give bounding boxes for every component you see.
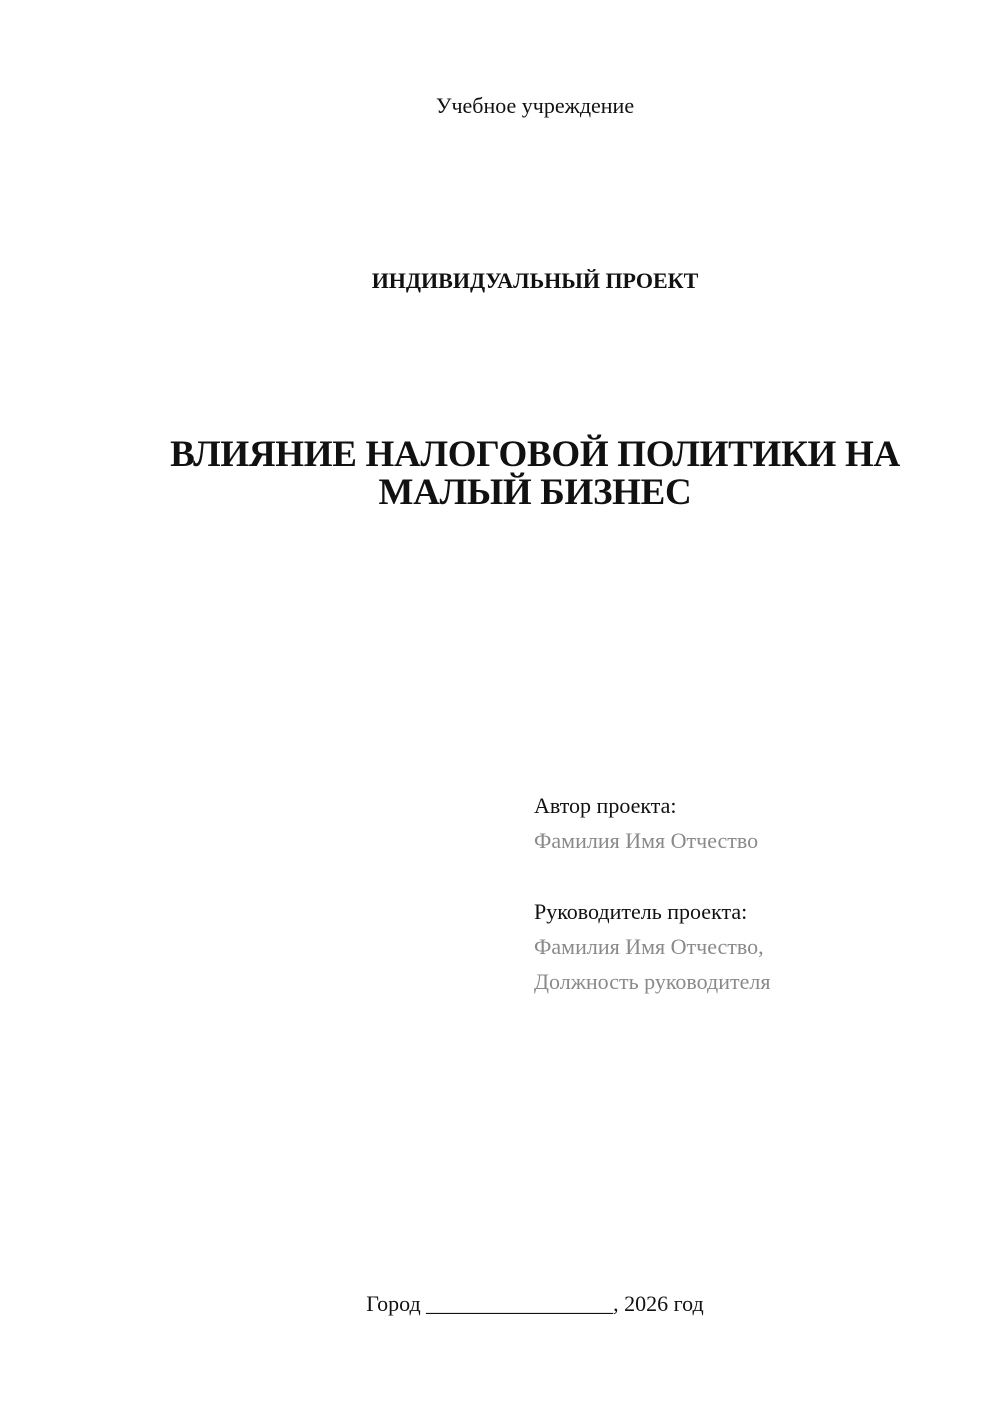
supervisor-label: Руководитель проекта: [534,899,748,924]
author-label: Автор проекта: [534,793,677,818]
project-title-line-1: ВЛИЯНИЕ НАЛОГОВОЙ ПОЛИТИКИ НА [170,434,900,475]
project-title [0,436,1000,512]
supervisor-position-placeholder: Должность руководителя [534,969,771,994]
institution-name: Учебное учреждение [435,93,635,118]
city-year-line: Город _________________, 2026 год [366,1291,704,1316]
document-type: ИНДИВИДУАЛЬНЫЙ ПРОЕКТ [371,268,699,293]
spacer [534,858,974,894]
project-title-line-2: МАЛЫЙ БИЗНЕС [378,472,692,513]
project-info-block [534,788,974,999]
author-name-placeholder: Фамилия Имя Отчество [534,828,759,853]
supervisor-name-placeholder: Фамилия Имя Отчество, [534,934,764,959]
